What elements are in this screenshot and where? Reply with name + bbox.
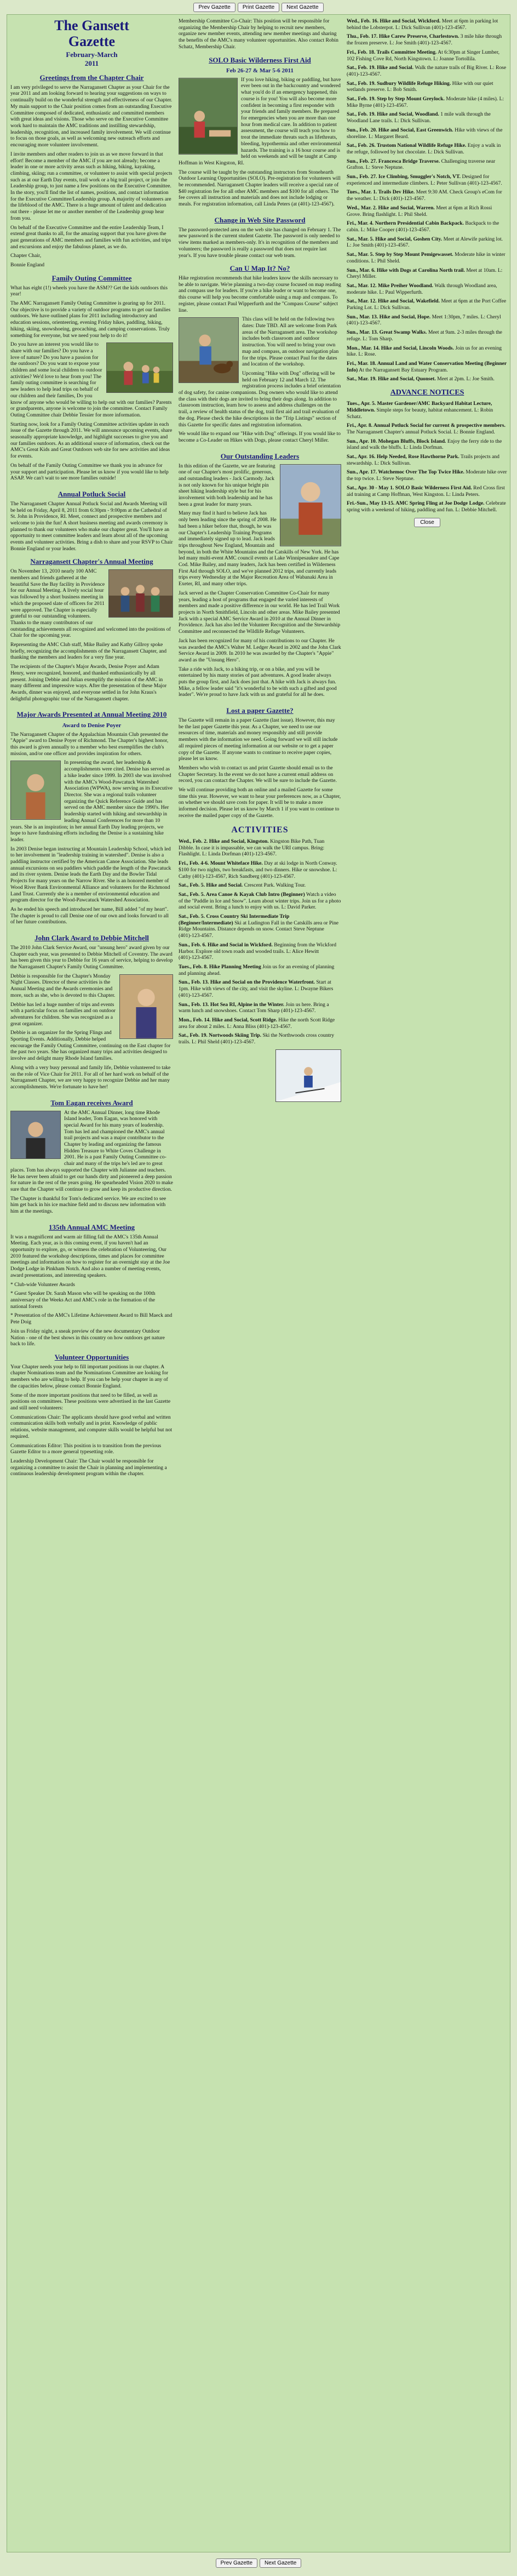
tom-paragraph: The Chapter is thankful for Tom's dedicated service. We are excited to see him get back in his ice machine field and to discuss new information with him at the meetings. <box>10 1195 166 1215</box>
volunteer-paragraph: Your Chapter needs your help to fill important positions in our chapter. A chapter Nominations team and the Nominations Committee are looking for members who are willing to help. If you can be help your chapter in any of the capacities below, please contact Bonnie England. <box>10 1363 169 1389</box>
activity-description: Enjoy a walk in the refuge, followed by hot chocolate. L: Dick Sullivan. <box>347 142 501 155</box>
activity-description: Moderate hike over the top twice. L: Steve Neptune. <box>347 469 507 482</box>
greetings-paragraph: On behalf of the Executive Committee and the entire Leadership Team, I extend great thanks to all, for the amazing support that you have given the past generations of AMC members and families with fun activities, and trips and excursions and enjoy the fabulous planet, as we do. <box>10 224 171 250</box>
family-paragraph: What has eight (1!) wheels you have the ASM?? Get the kids outdoors this year! <box>10 284 168 298</box>
activity-date: Sat., Feb. 19. Hike and Social, Woodland. <box>347 111 439 118</box>
top-nav <box>0 0 517 14</box>
next-gazette-button[interactable]: Next Gazette <box>282 3 323 12</box>
annual-meeting-photo <box>108 569 173 618</box>
activity-description: Meet at Alewife parking lot. L: Joe Smith (401)-123-4567. <box>347 236 503 249</box>
activity-date: Sun., Feb. 13. Hike and Social on the Providence Waterfront. <box>179 979 315 986</box>
volunteer-paragraph: Leadership Development Chair: The Chair would be responsible for organizing a committee to assist the Chair in planning and implementing a continuous leadership development program within the chapter. <box>10 1458 167 1477</box>
column-right <box>347 18 508 2550</box>
annual-meeting-heading: Narragansett Chapter's Annual Meeting <box>30 557 153 566</box>
activity-description: Meet at 10am. L: Cheryl Miller. <box>347 267 503 280</box>
activity-description: Meet at 9am. 2-3 miles through the refuge. L: Tom Sharp. <box>347 329 502 342</box>
leaders-paragraph: Jack has been recognized for many of his contributions to our Chapter. He was awarded the AMC's Walter M. Ledger Award in 2002 and the John Clark Service Award in 2009. In 2010 he was awarded by the Chapter's "Appie" award as the "Unsung Hero". <box>179 637 341 663</box>
solo-dates: Feb 26-27 & Mar 5-6 2011 <box>226 67 294 75</box>
activity-description: Day at ski lodge in North Conway. $100 for two nights, two breakfasts, and two dinners. Hike or snowshoe. L: Cathy (401)-123-4567, Rich Sandberg (401)-123-4567. <box>179 860 337 879</box>
activity-date: Sun., Feb. 13. Hot Sea RI, Alpine in the Winter. <box>179 1001 285 1008</box>
activities-list-middle <box>179 838 341 1046</box>
activity-entry <box>179 860 341 879</box>
activity-entry <box>347 329 508 342</box>
masthead-date: February-March <box>66 50 118 59</box>
activity-entry <box>347 500 508 513</box>
activity-description: Start at 1pm. Hike with views of the city, and visit the skyline. L: Dwayne Bikers (401)-123-4567. <box>179 979 334 998</box>
family-paragraph: Starting now, look for a Family Outing Committee activities update in each issue of the Gazette through 2011. We will announce upcoming events, share seasonally appropriate knowledge, and highlight successes to give you and our families outdoors. As an additional source of information, check out the AMC's Great Kids and Great Outdoors web site for new activities and ideas for events. <box>10 421 173 460</box>
activity-date: Sat., Feb. 5. Cross Country Ski Intermediate Trip (Beginner/Intermediate) <box>179 913 290 926</box>
map-paragraph: Hike registration recommends that hike leaders know the skills necessary to be able to navigate. We're planning a two-day course focused on map reading and compass use for leaders. If you're a hike leader or want to become one, this course will help you become comfortable using a map and compass. To register, please contact Paul Wipperfurth and the "Compass Course" subject line. <box>179 275 341 313</box>
activity-entry <box>179 1032 341 1045</box>
activity-entry <box>179 942 341 961</box>
leaders-paragraph: Many may find it hard to believe Jack has only been leading since the spring of 2008. He had been a hiker before that, though, he was our Chapter's Leadership Training Programs and immediately signed up to lead. Jack leads trips throughout New England, Mountain and beyond, in both the White Mountains and the Catskills of New York. He has led many multi-event AMC council events at Lake Winnipesaukee and Cape Cod. Mike Bailey, and many leaders, Jack has been certified in Wilderness First Aid through SOLO, and we've planned 2012 trips, and currently leads trips every Wednesday at the Major Recreation Area of Wabanaki Area in Exeter, RI, and many other trips. <box>179 510 340 587</box>
activity-date: Tues., Feb. 8. Hike Planning Meeting <box>179 964 261 970</box>
activity-date: Sat., Feb. 19. Nortwoods Skiing Trip. <box>179 1032 262 1039</box>
activity-date: Wed., Feb. 2. Hike and Social, Kingston. <box>179 838 269 845</box>
activity-date: Sat., Feb. 26. Trustom National Wildlife Refuge Hike. <box>347 142 467 149</box>
lost-paragraph: The Gazette will remain in a paper Gazette (last issue). However, this may be the last paper Gazette this year. As a Chapter, we need to use our resources of time, materials and money responsibly and still provide members with the information we need. Going forward we will still include all required pieces of meeting information at our website or to get a paper copy of the Gazette. If anyone wants to continue to receive paper copies, please let us know. <box>179 717 338 762</box>
activity-description: Walk through Woodland area, moderate hike. L: Paul Wipperfurth. <box>347 282 497 295</box>
activity-entry <box>347 127 508 140</box>
activity-description: Challenging traverse near Grafton. L: Steve Neptune. <box>347 158 496 171</box>
major-awards-subheading: Award to Denise Poyer <box>62 722 122 729</box>
activity-description: Celebrate spring with a weekend of hiking, paddling and fun. L: Debbie Mitchell. <box>347 500 506 513</box>
activity-date: Sat., Mar. 19. Hike and Social, Quonset. <box>347 376 436 382</box>
greetings-heading: Greetings from the Chapter Chair <box>39 73 144 82</box>
masthead-title: The Gansett <box>54 18 129 33</box>
activity-description: Simple steps for beauty, habitat enhancement. L: Robin Schatz. <box>347 407 493 420</box>
activity-date: Sun., Apr. 10. Mohegan Bluffs, Block Island. <box>347 438 446 444</box>
john-clark-heading: John Clark Award to Debbie Mitchell <box>35 934 149 943</box>
activity-description: Enjoy the ferry ride to the island and walk the bluffs. L: Linda Dorfman. <box>347 438 502 451</box>
activity-date: Mon., Mar. 14. Hike and Social, Lincoln Woods. <box>347 345 454 351</box>
activity-date: Sun., Feb. 6. Hike and Social in Wickford. <box>179 941 273 948</box>
lost-gazette-heading: Lost a paper Gazette? <box>226 706 294 715</box>
map-paragraph: This class will be held on the following two dates: Date TBD. All are welcome from Park areas of the Narragansett area. The workshop includes both classroom and outdoor instruction. You will need to bring your own map and compass, an outdoor navigation plan for the trips. Please contact Paul for the dates and location of the workshop. <box>242 316 339 368</box>
activity-entry <box>347 454 508 466</box>
next-gazette-button-bottom[interactable]: Next Gazette <box>260 2558 301 2568</box>
major-paragraph: As he ended his speech and introduced her name, Bill added "of my heart". The chapter is proud to call Denise one of our own and looks forward to all of her future contributions. <box>10 906 169 926</box>
solo-heading: SOLO Basic Wilderness First Aid <box>209 55 311 64</box>
activity-entry <box>347 18 508 31</box>
activity-date: Sun., Feb. 27. Ice Climbing, Smuggler's Notch, VT. <box>347 174 461 180</box>
activity-date: Sun., Apr. 17. Watchemoc Over The Top Twice Hike. <box>347 469 464 476</box>
activity-entry <box>179 964 341 976</box>
solo-paragraph: If you love hiking, biking or paddling, but have ever been out in the backcountry and wondered what you'd do if an emergency happened, this course is for you! You will also become more confident in becoming a first responder with your friends and family members. Be prepared for emergencies when you are more than one hour from medical care. In addition to patient assessment, the course will teach you how to treat the immediate threats such as lifethreats, bleeding, hypothermia and other environmental hazards. The training is a 16 hour course and is held on weekends and will be taught at Camp Hoffman in West Kingston, RI. <box>179 76 341 166</box>
advance-notices-heading: ADVANCE NOTICES <box>390 389 464 397</box>
activity-entry <box>347 422 508 435</box>
greetings-signoff: Chapter Chair, <box>10 253 42 259</box>
activity-description: Moderate hike (4 miles). L: Mike Byrne (401)-123-4567. <box>347 96 504 108</box>
activity-date: Sat., Feb. 5. Area Canoe & Kayak Club Intro (Beginner) <box>179 891 305 898</box>
activity-entry <box>347 158 508 171</box>
denise-poyer-photo <box>10 761 61 820</box>
map-paragraph: Upcoming "Hike with Dog" offering will be held on February 12 and March 12. The registration process includes a brief orientation of dog safety, for canine companions. Dog owners who would like to attend the class with their dogs are invited to bring their dogs along. In addition to classroom instruction, learn how to assess and address challenges on the trail, a review of health status of the dog, trail first aid and trail evaluation of the dog. Please check the hike descriptions in the "Trip Listings" section of this Gazette for specific dates and registration information. <box>179 370 341 428</box>
outstanding-leaders-heading: Our Outstanding Leaders <box>220 452 300 460</box>
skiing-photo <box>275 1049 341 1102</box>
activity-entry <box>347 361 508 373</box>
activity-entry <box>179 1017 341 1030</box>
activity-description: Meet 1:30pm, 7 miles. L: Cheryl (401)-123-4567. <box>347 313 501 327</box>
activity-entry <box>347 236 508 249</box>
column-middle <box>179 18 341 2550</box>
activity-date: Fri., Apr. 8. Annual Potluck Social for current & prospective members. <box>347 422 505 429</box>
activity-description: Crescent Park. Walking Tour. <box>244 882 306 889</box>
prev-gazette-button-bottom[interactable]: Prev Gazette <box>216 2558 257 2568</box>
activity-entry <box>179 1002 341 1014</box>
activity-date: Sun., Feb. 27. Francesca Bridge Traverse. <box>347 158 440 164</box>
activity-date: Wed., Feb. 16. Hike and Social, Wickford. <box>347 18 441 24</box>
activity-entry <box>347 267 508 280</box>
clark-paragraph: Debbie has led a huge number of trips and events with a particular focus on families and on outdoor adventures for children. She was recognized as a great organizer. <box>10 1001 116 1027</box>
close-button[interactable]: Close <box>414 518 440 527</box>
activity-date: Sun., Mar. 13. Hike and Social, Hope. <box>347 313 431 320</box>
activity-date: Sat., Mar. 12. Hike and Social, Wakefield. <box>347 298 440 305</box>
activity-entry <box>179 882 341 889</box>
activities-list-right <box>347 18 508 382</box>
activity-description: Trails projects and stewardship. L: Dick Sullivan. <box>347 454 499 466</box>
activity-date: Sat., Mar. 5. Step by Step Mount Pemigewasset. <box>347 252 453 258</box>
amc-meeting-paragraph: It was a magnificent and warm air filling fall the AMC's 135th Annual Meeting. Each year, as is this coming event, if you haven't had an opportunity to explore, go, or witness the celebration of Volunteering, Our 2010 featured the workshop descriptions, times and places for committee meetings and information on how to register for an overnight stay at the Joe Dodge Lodge in Pinkham Notch. And also a number of meeting events, award presentations, and interesting speakers. <box>10 1233 170 1278</box>
tom-paragraph: At the AMC Annual Dinner, long time Rhode Island leader, Tom Eagan, was honored with special Award for his many years of leadership. Tom has led and championed the AMC's annual trail projects and was a major contributor to the Chapter by leading and organizing the famous Hidden Treasure to White Coves Challenge in 2001. He is a past Family Outing Committee co-chair and many of the trips he's led are to great places. Tom has always supported the Chapter with Julianne and teachers. He has never been afraid to get our hands dirty and pioneered a deep passion for nature in the rest of the years going. He spearheaded Vision 2020 to make sure that the Chapter will continue to grow and keep its productive direction. <box>10 1109 173 1192</box>
advance-notices-list <box>347 401 508 513</box>
activity-entry <box>347 49 508 62</box>
activity-date: Fri., Mar. 18. Annual Land and Water Conservation Meeting (Beginner Info) <box>347 360 507 373</box>
activity-entry <box>347 252 508 264</box>
family-paragraph: The AMC Narragansett Family Outing Committee is gearing up for 2011. Our objective is to provide a variety of outdoor programs to get our families outdoors. We have outlined plans for 2011 including introductory and education sessions, orienteering, evening Friday hikes, paddling, biking, hiking, skiing, snowshoeing, geocaching, and camping conservations. Truly something for everyone, but we need your help to do it! <box>10 300 171 339</box>
activity-date: Sat., Feb. 5. Hike and Social. <box>179 882 243 889</box>
tom-eagan-heading: Tom Eagan receives Award <box>50 1098 133 1107</box>
amc-meeting-heading: 135th Annual AMC Meeting <box>48 1223 135 1231</box>
password-heading: Change in Web Site Password <box>214 215 306 224</box>
leaders-paragraph: In this edition of the Gazette, we are featuring one of our Chapter's most prolific, generous, and outstanding leaders - Jack Carmody. Jack is not only known for his unique bright pin sheet hiking leadership style but for his involvement with both leadership and he has been a great leader for many years. <box>179 462 275 507</box>
activity-entry <box>347 469 508 482</box>
activity-entry <box>347 174 508 186</box>
activity-entry <box>347 96 508 108</box>
activity-entry <box>347 81 508 93</box>
activity-description: Hike with our quiet wetlands preserve. L: Bob Smith. <box>347 80 493 93</box>
debbie-mitchell-photo <box>119 974 173 1039</box>
activity-date: Sun., Mar. 13. Great Swamp Walks. <box>347 329 427 336</box>
family-photo <box>106 342 173 393</box>
bottom-nav <box>0 2556 517 2570</box>
activity-entry <box>347 205 508 218</box>
activity-description: At 6:30pm at Singer Lumber, 102 Fishing Cove Rd, North Kingstown. L: Joanne Tortollila. <box>347 49 500 62</box>
activity-entry <box>179 838 341 858</box>
clark-paragraph: The 2010 John Clark Service Award, our "unsung hero" award given by our Chapter each year, was presented to Debbie Mitchell of Coventry. The award has been given this year to Debbie for 16 years of service, helping to develop the Narragansett Chapter's Family Outing Committee. <box>10 944 173 970</box>
masthead-title-2: Gazette <box>68 33 116 49</box>
family-outing-heading: Family Outing Committee <box>51 273 132 282</box>
activity-date: Sat., Mar. 5. Hike and Social, Goshen City. <box>347 236 443 242</box>
column-left <box>10 18 173 2550</box>
activity-description: Hike the north Scott Ridge area for about 2 miles. L: Anna Bliss (401)-123-4567. <box>179 1016 335 1030</box>
activity-date: Wed., Mar. 2. Hike and Social, Warren. <box>347 204 435 211</box>
meeting-paragraph: Representing the AMC Club staff, Mike Bailey and Kathy Gillroy spoke briefly, recognizing the accomplishments of the Narragansett Chapter, and thanking the members and leaders for a very fine year. <box>10 642 167 661</box>
activity-date: Sat., Apr. 30 - May 1. SOLO Basic Wilderness First Aid. <box>347 484 472 491</box>
leaders-paragraph: Take a ride with Jack, to a hiking trip, or on a bike, and you will be entertained by his many stories of past adventures. A good leader always puts the group first, and Jack does just that. A hike with Jack is always fun. Mike, a fellow leader said "it's wonderful to be with such a gifted and good leader". We're proud to have Jack with us and grateful for all he does. <box>179 666 337 698</box>
activity-entry <box>347 65 508 77</box>
activity-entry <box>347 220 508 233</box>
volunteer-paragraph: Communications Chair: The applicants should have good verbal and written communication skills both verbally and in print. Knowledge of public relations, website management, and computer skills would be helpful but not required. <box>10 1414 173 1440</box>
prev-gazette-button[interactable]: Prev Gazette <box>193 3 235 12</box>
activity-description: Hike with views of the shoreline. L: Margaret Beard. <box>347 127 503 140</box>
major-paragraph: In presenting the award, her leadership & accomplishments were cited. Denise has served as a hike leader since 1999. In 2003 she was involved with the AMC's Wood-Pawcatuck Watershed Association (WPWA), now serving as its Executive Director. She was a regional trails volunteer organizing the Quick Reference Guide and has served on the AMC member since the 1990's. Her leadership started with hiking and stewardship in leading Annual Conferences for more than 10 years. She is an inspiration; in her annual Earth Day leading projects, we hope to have fundraising efforts including the Denise is a sustaining hike leader. <box>10 759 173 843</box>
activity-entry <box>347 283 508 295</box>
gazette-page <box>7 14 510 2552</box>
activity-entry <box>347 189 508 202</box>
activity-date: Tues., Apr. 5. Master Gardener/AMC Backyard Habitat Lecture, Middletown. <box>347 401 492 413</box>
volunteer-heading: Volunteer Opportunities <box>54 1352 129 1361</box>
activity-entry <box>179 892 341 911</box>
tom-eagan-photo <box>10 1111 61 1159</box>
activity-description: Beginning from the Wickford Harbor. Explore old town roads and wooded trails. L: Alice Hewitt (401)-123-4567. <box>179 941 336 961</box>
print-gazette-button[interactable]: Print Gazette <box>238 3 279 12</box>
major-paragraph: The Narragansett Chapter of the Appalachian Mountain Club presented the "Appie" award to Denise Poyer of Richmond. The Chapter's highest honor, this award is given annually to a member who best exemplifies the club's mission, and/or one officer and provides inspiration for others. <box>10 731 169 757</box>
activity-entry <box>347 438 508 451</box>
greetings-signature: Bonnie England <box>10 262 45 269</box>
activity-description: 1 mile walk through the Woodland Lane trails. L: Dick Sullivan. <box>347 111 491 124</box>
jack-carmody-photo <box>280 464 341 546</box>
masthead <box>10 18 173 68</box>
activity-description: Red Cross first aid training at Camp Hoffman, West Kingston. L: Linda Peters. <box>347 484 505 498</box>
activity-description: Join us for an evening hike. L: Rose. <box>347 345 502 358</box>
activity-date: Fri., Feb. 18. Trails Committee Meeting. <box>347 49 437 55</box>
lost-paragraph: Members who wish to contact us and print Gazette should email us to the Chapter Secretary. In the event we do not have a current email address on record, you can contact the Chapter. We will be sure to include the Gazette. <box>179 764 337 784</box>
family-paragraph: On behalf of the Family Outing Committee we thank you in advance for your support and participation. Please let us know if you would like to help ASAP. We can't wait to see more families outside! <box>10 462 169 482</box>
amc-meeting-paragraph: Join us Friday night, a sneak preview of the new documentary Outdoor Nation - one of the best shows in this country on how outdoors get nature back to life. <box>10 1328 165 1347</box>
leaders-paragraph: Jack served as the Chapter Conservation Committee Co-Chair for many years, leading a host of programs that engaged the varied interests of members and made a positive difference in our world. He has led Trail Work projects in North Smithfield, Lincoln and other areas. Mike Bailey presented Jack with a special AMC Service Award in 2010 at the Annual Dinner in Providence. Jack has also led the Volunteer Recognition and the Stewardship Committee and reconnected the Wildlife Refuge Volunteers. <box>179 590 341 635</box>
lost-paragraph: We will continue providing both an online and a mailed Gazette for some time this year. However, we want to hear your preferences now, as a Chapter, on whether we should save costs for paper. It will be to make a more informed decision. Please let us know by March 1 if you want to continue to receive the mailed paper copy of the Gazette. <box>179 787 341 819</box>
activity-date: Sun., Mar. 6. Hike with Dogs at Carolina North trail. <box>347 267 465 273</box>
family-paragraph: Do you have an interest you would like to share with our families? Do you have a love of nature? Do you have a passion for the outdoors? Do you want to expose your children and some local children to outdoor activities? We'd love to hear from you! The family outing committee is searching for new leaders to help lead trips on behalf of our children and their families, Do you know of anyone who would be willing to help out with our families? Parents or grandparents, anyone is welcome to join the committee. Contact Family Outing Committee chair Debbie Tessier for more information. <box>10 341 172 418</box>
activity-date: Sat., Apr. 16. Help Needed, Rose Hawthorne Park. <box>347 454 459 460</box>
activity-description: Backpack to the cabin. L: Mike Cooper (401)-123-4567. <box>347 220 499 233</box>
activity-date: Sat., Feb. 19. Sudbury Wildlife Refuge Hiking. <box>347 80 451 87</box>
activity-date: Sat., Feb. 19. Hike and Social. <box>347 65 414 71</box>
volunteer-paragraph: Communications Editor: This position is to transition from the previous Gazette Editor to a more general typesetting role. <box>10 1442 162 1455</box>
activity-description: Meet at 6pm at Rich Rossi Grove. Bring flashlight. L: Phil Sheld. <box>347 204 492 218</box>
major-awards-heading: Major Awards Presented at Annual Meeting 2010 <box>16 710 167 719</box>
activity-date: Sun., Feb. 20. Hike and Social, East Greenwich. <box>347 127 453 133</box>
activity-description: Meet at 6pm in parking lot behind the Lobsterpot. L: Dick Sullivan (401)-123-4567. <box>347 18 498 31</box>
activity-description: Walk the nature trails of Big River. L: Rose (401)-123-4567. <box>347 65 507 77</box>
activity-entry <box>347 298 508 311</box>
activity-description: Meet at 6pm at the Port Coffee Parking Lot. L: Dick Sullivan. <box>347 298 507 311</box>
solo-paragraph: The course will be taught by the outstanding instructors from Stonehearth Outdoor Learning Opportunities (SOLO). Pre-registration for volunteers will be recommended. Narragansett Chapter leaders will receive a special rate of $40 registration fee for all other AMC members and $100 for all others. The fee covers all instruction and materials and does not include lodging or meals. For registration information, call Linda Peters (at (401)-123-4567). <box>179 169 341 208</box>
activity-entry <box>179 979 341 998</box>
activity-entry <box>347 314 508 327</box>
activity-date: Tues., Mar. 1. Trails Dev Hike. <box>347 189 415 196</box>
password-paragraph: The password-protected area on the web site has changed on February 1. The new password is the current student Gazette. The password is only needed to view items marked as members-only. It's in recognition of the members and volunteers; the password is really a password that does not require last year's. If you have trouble please contact our web team. <box>179 226 341 259</box>
activities-heading: ACTIVITIES <box>231 825 289 835</box>
activity-date: Mon., Feb. 14. Hike and Social, Scott Ridge. <box>179 1016 277 1023</box>
activity-description: Moderate hike in winter conditions. L: Phil Sheld. <box>347 252 505 264</box>
activity-date: Fri.-Sun., May 13-15. AMC Spring Fling at Joe Dodge Lodge. <box>347 500 485 507</box>
activity-description: Ski the Northwoods cross country trails. L: Phil Sheld (401)-123-4567. <box>179 1032 335 1046</box>
activity-entry <box>347 485 508 498</box>
activity-entry <box>347 401 508 420</box>
meeting-paragraph: The recipients of the Chapter's Major Awards, Denise Poyer and Adam Henry, were recognized, honored, and thanked enthusiastically by all present. Joining Debbie and Julian exemplify the mission of the AMC in many different and impressive ways. After the presentation of these Major Awards, dinner was enjoyed, and everyone settled in for John Kraus's delightful photographic tour of the Narragansett chapter. <box>10 664 167 702</box>
greetings-paragraph: I invite members and other readers to join us as we move forward in that effort! Become a member of the AMC if you are not already; become a leader in one or more activity areas such as hiking, biking, kayaking, climbing, skiing; run a committee, or volunteer to assist with special projects such as at our Earth Day events, trail work or a big trail project, or join the Leadership group, to just name a few positions on the Executive Committee. In the story, you'll find the list of names, positions, and contact information for the Executive Committee/Leadership group. A majority of volunteers are the lifeblood of the AMC. There is a huge amount of talent and dedication out there - please let me or another member of the Leadership group hear from you. <box>10 151 173 221</box>
masthead-year: 2011 <box>84 59 99 68</box>
greetings-paragraph: I am very privileged to serve the Narragansett Chapter as your Chair for the year 2011 and am looking forward to hearing your suggestions on ways to continually build on the wonderful strength and effectiveness of our Chapter. My main support to the Chair position comes from an outstanding Executive Committee composed of dedicated, enthusiastic and committed members with great ideas and visions. Those who serve on the Executive Committee work hard to maintain the AMC traditions and instilling stewardship, leadership, recognition, and increased family involvement. We will continue to focus on those goals, as well as welcoming new outreach efforts and encouraging more volunteer involvement. <box>10 84 173 148</box>
activity-description: Designed for experienced and intermediate climbers. L: Peter Sullivan (401)-123-4567. <box>347 174 502 186</box>
activity-description: Meet 9:30 AM. Check Group's eCom for the weather. L: Dick (401)-123-4567. <box>347 189 502 202</box>
activity-entry <box>347 33 508 46</box>
annual-paragraph: The Narragansett Chapter Annual Potluck Social and Awards Meeting will be held on Friday, April 8, 2011 from 6:30pm - 9:00pm at the Cathedral of St. John in Providence, RI. Meet, connect and prospective members and welcome to join the fun! A short business meeting and awards ceremony is planned to thank our volunteers who make our chapter great. You'll have an opportunity to meet committee leaders and learn about all of the upcoming events and volunteer activities. Bring a dish to share and your RSVP to Chair Bonnie England or your leader. <box>10 500 173 552</box>
activity-description: Join us for an evening of planning and planning ahead. <box>179 964 335 976</box>
activity-entry <box>347 111 508 124</box>
map-paragraph: We would like to expand our "Hike with Dog" offerings. If you would like to become a Co-Leader on Hikes with Dogs, please contact Cheryl Miller. <box>179 431 341 443</box>
activity-date: Fri., Feb. 4-6. Mount Whiteface Hike. <box>179 860 263 867</box>
activity-date: Sat., Mar. 12. Mike Preiher Woodland. <box>347 282 433 289</box>
activity-description: The Narragansett Chapter's annual Potluck Social. L: Bonnie England. <box>347 429 495 435</box>
activity-date: Sat., Feb. 19. Step by Step Mount Greylock. <box>347 96 445 102</box>
hike-with-dog-photo <box>179 317 239 383</box>
activity-entry <box>347 345 508 358</box>
meeting-paragraph: On November 13, 2010 nearly 100 AMC members and friends gathered at the beautiful Save the Bay facility in Providence for our Annual Meeting. A lively social hour was followed by a short business meeting in which the proposed slate of officers for 2011 were approved. The Chapter is especially grateful to our outstanding volunteers. Thanks to the many contributors of our outstanding achievements all recognized and welcomed into the positions of Chair for the upcoming year. <box>10 568 171 639</box>
first-aid-photo <box>179 78 238 155</box>
volunteer-paragraph: Some of the more important positions that need to be filled, as well as positions on committees. These positions were advertised in the last Gazette and still need volunteers: <box>10 1392 171 1411</box>
activity-description: Watch a video of the "Paddle in Ice and Snow". Learn about winter trips. Join us for a photo and social event. Bring a lunch to enjoy with us. L: David Parker. <box>179 891 341 911</box>
clark-paragraph: Debbie is responsible for the Chapter's Monday Night Classes. Director of these activities is the Annual Meeting and the Awards ceremonies and more, such as she, who is devoted to this Chapter. <box>10 973 116 998</box>
can-u-map-heading: Can U Map It? No? <box>229 264 290 273</box>
activity-date: Thu., Feb. 17. Hike Carew Preserve, Charlestown. <box>347 33 459 40</box>
amc-meeting-bullet: * Guest Speaker Dr. Sarah Mason who will be speaking on the 100th anniversary of the Weeks Act and AMC's role in the formation of the national forests <box>10 1290 156 1310</box>
membership-paragraph: Membership Committee Co-Chair: This position will be responsible for organizing the Membership Chair by helping to recruit new members, organize new member events, attending new member meetings and sharing the benefits of the AMC's many volunteer opportunities. Also contact Robin Schatz, Membership Chair. <box>179 18 338 50</box>
activity-entry <box>179 913 341 939</box>
activity-entry <box>347 376 508 382</box>
activity-description: At the Narragansett Bay Estuary Program. <box>359 367 448 373</box>
activity-description: Kingston Bike Path, Tuan Dibble. In case it is impassable, we can walk the URI campus. Bring: Flashlight. L: Linda Dorfman (401)-123-4567. <box>179 838 325 858</box>
amc-meeting-bullet: * Club-wide Volunteer Awards <box>10 1281 75 1288</box>
clark-paragraph: Debbie is an organizer for the Spring Flings and Sporting Events. Additionally, Debbie helped encourage the Family Outing Committee, continuing on the East chapter for the past two years. She has organized many trips and activities designed to involve and delight many Rhode Island families. <box>10 1030 171 1062</box>
activity-description: 3 mile hike through the frozen preserve. L: Joe Smith (401)-123-4567. <box>347 33 502 47</box>
activity-description: Join us here. Bring a warm lunch and snowshoes. Contact Tom Sharp (401)-123-4567. <box>179 1001 329 1014</box>
close-area <box>347 518 508 527</box>
amc-meeting-bullet: * Presentation of the AMC's Lifetime Achievement Award to Bill Maeck and Pete Doig <box>10 1312 173 1326</box>
activity-description: Meet at 2pm. L: Joe Smith. <box>437 376 495 382</box>
activity-entry <box>347 142 508 155</box>
activity-description: Ski at Ludington Fall in the Catskills area or Pine Ridge Mountains. Distance depends on snow. Contact Steve Neptune (401)-123-4567. <box>179 919 339 939</box>
activity-date: Fri., Mar. 4. Northern Presidential Cabin Backpack. <box>347 220 464 227</box>
clark-paragraph: Along with a very busy personal and family life, Debbie volunteered to take on the role of Vice Chair for 2011. For all of her hard work on behalf of the Narragansett Chapter, we are very happy to recognize Debbie and her many accomplishments. We're fortunate to have her! <box>10 1064 171 1090</box>
annual-potluck-heading: Annual Potluck Social <box>58 490 126 498</box>
major-paragraph: In 2003 Denise began instructing at Mountain Leadership School, which led to her involvement in "leadership training in watershed". Denise is also a paddling instructor certified by the American Canoe Association. She leads annual excursions on sea paddlers which paddle the length of the Pawcatuck and its river system. Denise leads the Earth Day and the Bowler Tidal Projects for many years on the Narrow River. She is an honored member of Wood River Bank Environmental Alliance and volunteers for the Richmond Land Trust. Currently she is a member of environmental education and program director for the Wood-Pawcatuck Watershed Association. <box>10 846 171 904</box>
